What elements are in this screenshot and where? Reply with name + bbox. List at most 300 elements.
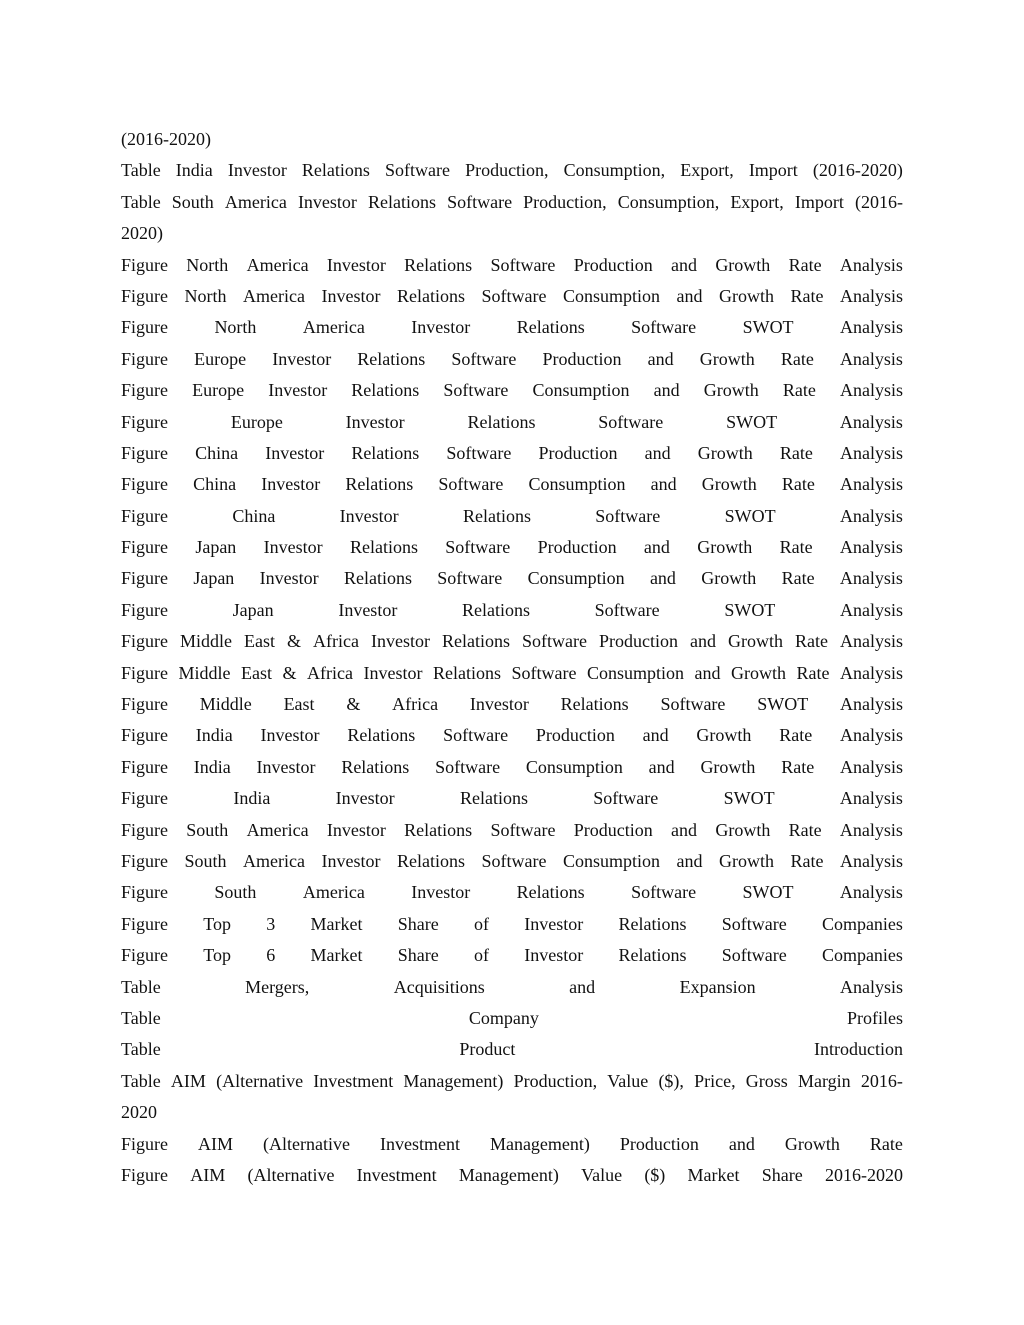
document-word: Analysis	[840, 976, 903, 997]
document-word: and	[650, 474, 677, 495]
document-word: Expansion	[679, 976, 756, 997]
document-word: ($),	[658, 1070, 684, 1091]
document-word: China	[232, 505, 276, 526]
document-word: Middle	[199, 694, 252, 715]
document-line	[121, 1160, 903, 1191]
document-word: Analysis	[839, 850, 903, 871]
document-word: and	[671, 819, 698, 840]
document-word: Investor	[339, 505, 399, 526]
document-word: Growth	[697, 537, 753, 558]
document-word: Market	[310, 913, 363, 934]
document-word: SWOT	[742, 317, 794, 338]
document-line	[121, 187, 903, 218]
document-word: Mergers,	[245, 976, 310, 997]
document-word: Analysis	[839, 474, 903, 495]
document-word: Software	[593, 788, 659, 809]
document-word: Production	[598, 631, 678, 652]
document-word: Growth	[696, 725, 752, 746]
document-word: (2016-2020)	[812, 160, 903, 181]
document-word: Investor	[259, 568, 319, 589]
document-word: of	[473, 913, 489, 934]
document-word: Production,	[513, 1070, 598, 1091]
document-word: Consumption	[562, 285, 660, 306]
document-word: Software	[437, 568, 503, 589]
document-word: Investment	[379, 1133, 460, 1154]
document-word: Investor	[326, 254, 386, 275]
document-word: Software	[511, 662, 577, 683]
document-word: Market	[310, 945, 363, 966]
document-word: and	[643, 537, 670, 558]
document-line: 2020	[121, 1102, 157, 1123]
document-word: Consumption	[586, 662, 684, 683]
document-word: Growth	[701, 474, 757, 495]
document-line	[121, 815, 903, 846]
document-word: Investor	[524, 945, 584, 966]
document-word: SWOT	[723, 788, 775, 809]
document-word: Software	[481, 850, 547, 871]
document-word: America	[246, 254, 309, 275]
document-line	[121, 595, 903, 626]
document-word: India	[193, 756, 231, 777]
document-word: Figure	[121, 568, 168, 589]
document-word: Figure	[121, 599, 168, 620]
document-word: Software	[446, 442, 512, 463]
document-word: Relations	[396, 285, 465, 306]
document-word: Relations	[467, 411, 536, 432]
document-word: Rate	[788, 254, 822, 275]
document-word: and	[689, 631, 716, 652]
document-word: Growth	[718, 850, 774, 871]
document-word: Rate	[779, 537, 813, 558]
document-word: Software	[445, 537, 511, 558]
document-word: India	[195, 725, 233, 746]
document-line	[121, 752, 903, 783]
document-word: Software	[598, 411, 664, 432]
document-word: Production	[535, 725, 615, 746]
document-word: Growth	[718, 285, 774, 306]
document-word: Production,	[523, 191, 607, 212]
document-word: Table	[121, 1007, 161, 1028]
document-word: Analysis	[839, 505, 903, 526]
document-word: SWOT	[724, 599, 776, 620]
document-word: South	[214, 882, 257, 903]
document-word: Relations	[349, 537, 418, 558]
document-word: Growth	[701, 568, 757, 589]
document-line	[121, 972, 903, 1003]
document-word: Investor	[268, 380, 328, 401]
document-word: Analysis	[839, 568, 903, 589]
document-word: Investor	[524, 913, 584, 934]
document-word: Production	[573, 819, 653, 840]
document-word: Figure	[121, 913, 168, 934]
document-word: AIM	[198, 1133, 233, 1154]
document-word: (Alternative	[263, 1133, 350, 1154]
document-word: East	[241, 662, 272, 683]
document-word: Product	[459, 1039, 516, 1060]
document-word: Analysis	[839, 662, 903, 683]
document-word: Consumption	[562, 850, 660, 871]
document-line	[121, 658, 903, 689]
document-word: Relations	[404, 819, 473, 840]
document-word: Figure	[121, 694, 168, 715]
document-line	[121, 438, 903, 469]
document-word: Figure	[121, 254, 168, 275]
document-line	[121, 626, 903, 657]
document-word: Table	[121, 1070, 161, 1091]
document-word: and	[648, 756, 675, 777]
document-word: Analysis	[840, 756, 903, 777]
document-word: Table	[121, 1039, 161, 1060]
document-word: Japan	[232, 599, 274, 620]
document-word: Software	[443, 725, 509, 746]
document-word: and	[647, 348, 674, 369]
document-word: Analysis	[839, 254, 903, 275]
document-word: Figure	[121, 945, 168, 966]
document-word: Middle	[180, 631, 232, 652]
document-word: 3	[266, 913, 276, 934]
document-word: Software	[595, 505, 661, 526]
document-word: Investor	[227, 160, 287, 181]
document-word: Rate	[790, 285, 824, 306]
document-word: Figure	[121, 474, 168, 495]
document-word: Rate	[794, 631, 828, 652]
document-word: AIM	[170, 1070, 206, 1091]
document-word: Analysis	[840, 317, 903, 338]
document-line	[121, 909, 903, 940]
document-word: Relations	[368, 191, 436, 212]
document-word: Software	[481, 285, 547, 306]
document-word: Production	[538, 442, 618, 463]
document-word: and	[653, 380, 680, 401]
document-line	[121, 720, 903, 751]
document-word: Software	[721, 945, 787, 966]
document-word: Value	[581, 1164, 623, 1185]
document-line	[121, 1034, 903, 1065]
document-word: Software	[631, 882, 697, 903]
document-word: Figure	[121, 850, 168, 871]
document-word: Import	[748, 160, 798, 181]
document-word: Software	[443, 380, 509, 401]
document-word: Investor	[338, 599, 398, 620]
document-word: Software	[490, 819, 556, 840]
document-word: Figure	[121, 411, 168, 432]
document-word: Analysis	[839, 442, 903, 463]
document-word: of	[473, 945, 489, 966]
document-line: (2016-2020)	[121, 129, 211, 149]
document-word: Figure	[121, 1133, 168, 1154]
document-word: and	[694, 662, 721, 683]
document-word: Profiles	[847, 1007, 903, 1028]
document-word: Relations	[516, 882, 585, 903]
document-word: Growth	[727, 631, 783, 652]
document-word: Analysis	[839, 631, 903, 652]
document-word: Market	[687, 1164, 740, 1185]
document-word: Relations	[432, 662, 501, 683]
document-word: Companies	[821, 945, 903, 966]
document-word: Relations	[351, 380, 420, 401]
document-word: North	[186, 254, 229, 275]
document-word: Consumption	[525, 756, 623, 777]
document-word: Rate	[781, 474, 815, 495]
document-word: Consumption	[532, 380, 630, 401]
document-line	[121, 281, 903, 312]
document-word: America	[224, 191, 287, 212]
document-word: and	[642, 725, 669, 746]
document-word: Management)	[403, 1070, 504, 1091]
document-word: Growth	[784, 1133, 840, 1154]
document-line	[121, 689, 903, 720]
document-word: Relations	[357, 348, 426, 369]
document-word: Relations	[345, 474, 414, 495]
document-word: 2016-2020	[824, 1164, 903, 1185]
document-word: Relations	[618, 913, 687, 934]
document-word: Analysis	[839, 380, 903, 401]
document-word: Production,	[465, 160, 549, 181]
document-word: South	[186, 819, 229, 840]
document-word: SWOT	[742, 882, 794, 903]
document-word: East	[283, 694, 315, 715]
document-word: Analysis	[839, 882, 903, 903]
document-line	[121, 501, 903, 532]
document-line	[121, 877, 903, 908]
document-word: Analysis	[839, 694, 903, 715]
document-word: 6	[266, 945, 276, 966]
document-line	[121, 469, 903, 500]
document-word: Consumption,	[563, 160, 666, 181]
document-word: Management)	[458, 1164, 559, 1185]
document-word: Investment	[356, 1164, 437, 1185]
document-line	[121, 940, 903, 971]
document-word: &	[346, 694, 361, 715]
document-word: Consumption,	[617, 191, 720, 212]
document-word: Analysis	[839, 537, 903, 558]
document-word: Analysis	[839, 411, 903, 432]
document-word: Analysis	[839, 788, 903, 809]
document-word: Software	[447, 191, 513, 212]
document-word: Investor	[265, 442, 325, 463]
document-word: Growth	[730, 662, 786, 683]
document-line	[121, 312, 903, 343]
document-word: and	[728, 1133, 755, 1154]
document-word: SWOT	[757, 694, 809, 715]
document-word: Europe	[194, 348, 247, 369]
document-word: Consumption	[527, 568, 625, 589]
document-line	[121, 846, 903, 877]
document-word: America	[302, 317, 365, 338]
document-word: and	[644, 442, 671, 463]
document-word: America	[243, 850, 305, 871]
document-word: Consumption	[528, 474, 626, 495]
document-word: South	[184, 850, 227, 871]
document-word: Investor	[261, 474, 321, 495]
document-word: Figure	[121, 348, 168, 369]
document-word: Investor	[411, 882, 471, 903]
document-line	[121, 407, 903, 438]
document-word: Software	[521, 631, 587, 652]
document-word: Figure	[121, 662, 168, 683]
document-word: Top	[203, 913, 231, 934]
document-word: Figure	[121, 756, 168, 777]
document-word: Investor	[411, 317, 471, 338]
document-word: Rate	[780, 348, 814, 369]
document-word: Figure	[121, 380, 168, 401]
document-word: Relations	[404, 254, 473, 275]
document-line: 2020)	[121, 223, 163, 244]
document-word: Import	[794, 191, 844, 212]
document-word: Export,	[680, 160, 734, 181]
document-word: Production	[542, 348, 622, 369]
document-word: Japan	[193, 568, 235, 589]
document-word: Middle	[178, 662, 231, 683]
document-word: Table	[121, 976, 161, 997]
document-word: Growth	[715, 254, 771, 275]
document-word: India	[175, 160, 213, 181]
document-word: Relations	[462, 505, 531, 526]
document-line	[121, 375, 903, 406]
document-word: Software	[660, 694, 726, 715]
document-word: 2016-	[860, 1070, 903, 1091]
document-word: and	[569, 976, 596, 997]
document-word: Table	[121, 160, 161, 181]
document-word: Table	[121, 191, 161, 212]
document-word: &	[282, 662, 297, 683]
document-word: Figure	[121, 317, 168, 338]
document-word: China	[193, 474, 237, 495]
document-word: Figure	[121, 442, 168, 463]
document-word: Rate	[781, 756, 815, 777]
document-word: Software	[594, 599, 660, 620]
document-word: Top	[203, 945, 231, 966]
document-word: (Alternative	[216, 1070, 304, 1091]
document-line	[121, 1129, 903, 1160]
document-word: Figure	[121, 631, 168, 652]
document-word: Rate	[782, 380, 816, 401]
document-word: SWOT	[724, 505, 776, 526]
document-line	[121, 563, 903, 594]
document-word: Growth	[699, 348, 755, 369]
document-word: America	[243, 285, 305, 306]
document-word: Investor	[469, 694, 529, 715]
document-word: Investor	[321, 850, 381, 871]
document-word: Software	[451, 348, 517, 369]
document-word: and	[676, 850, 703, 871]
document-word: America	[246, 819, 309, 840]
document-word: Analysis	[839, 599, 903, 620]
document-word: Rate	[779, 442, 813, 463]
document-word: Investment	[313, 1070, 394, 1091]
document-word: North	[184, 285, 227, 306]
document-word: and	[649, 568, 676, 589]
document-word: Margin	[798, 1070, 851, 1091]
document-word: Acquisitions	[393, 976, 485, 997]
document-word: Rate	[788, 819, 822, 840]
document-word: Figure	[121, 882, 168, 903]
document-word: Analysis	[839, 725, 903, 746]
document-word: Production	[573, 254, 653, 275]
document-word: AIM	[190, 1164, 226, 1185]
document-word: Africa	[313, 631, 359, 652]
document-word: Investor	[260, 725, 320, 746]
document-word: Rate	[869, 1133, 903, 1154]
document-word: Figure	[121, 788, 168, 809]
document-word: South	[171, 191, 214, 212]
document-word: Value	[607, 1070, 649, 1091]
document-word: Investor	[263, 537, 323, 558]
document-word: Software	[438, 474, 504, 495]
document-word: Investor	[345, 411, 405, 432]
document-word: Software	[721, 913, 787, 934]
document-word: Rate	[779, 725, 813, 746]
document-word: (2016-	[854, 191, 903, 212]
document-word: Relations	[343, 568, 412, 589]
document-line	[121, 1003, 903, 1034]
document-word: North	[214, 317, 257, 338]
document-word: Relations	[341, 756, 410, 777]
document-word: Investor	[326, 819, 386, 840]
document-word: Price,	[694, 1070, 736, 1091]
document-word: ($)	[644, 1164, 666, 1185]
document-word: Share	[397, 913, 439, 934]
document-word: Figure	[121, 1164, 168, 1185]
document-word: Investor	[321, 285, 381, 306]
document-word: Production	[619, 1133, 699, 1154]
document-word: East	[244, 631, 275, 652]
document-word: Relations	[351, 442, 420, 463]
document-word: SWOT	[726, 411, 778, 432]
document-word: Gross	[745, 1070, 788, 1091]
document-word: Growth	[700, 756, 756, 777]
document-word: Relations	[396, 850, 465, 871]
document-word: Export,	[730, 191, 784, 212]
document-word: Rate	[790, 850, 824, 871]
document-word: Relations	[459, 788, 528, 809]
document-word: Investor	[297, 191, 357, 212]
document-line	[121, 1066, 903, 1097]
document-word: Relations	[461, 599, 530, 620]
document-word: Growth	[715, 819, 771, 840]
document-line	[121, 532, 903, 563]
document-line	[121, 155, 903, 186]
document-word: &	[287, 631, 302, 652]
document-word: Software	[435, 756, 501, 777]
document-word: Europe	[192, 380, 245, 401]
document-word: Figure	[121, 505, 168, 526]
document-word: (Alternative	[247, 1164, 335, 1185]
document-word: Relations	[516, 317, 585, 338]
document-word: Software	[385, 160, 450, 181]
document-word: Analysis	[839, 285, 903, 306]
document-word: Introduction	[814, 1039, 903, 1060]
document-word: Analysis	[839, 819, 903, 840]
document-word: Investor	[335, 788, 395, 809]
document-word: Investor	[370, 631, 430, 652]
document-word: Relations	[441, 631, 510, 652]
document-word: Africa	[307, 662, 353, 683]
document-line	[121, 250, 903, 281]
document-word: Companies	[821, 913, 903, 934]
document-word: Africa	[392, 694, 439, 715]
document-word: Growth	[703, 380, 759, 401]
document-word: Investor	[363, 662, 423, 683]
document-word: Europe	[230, 411, 283, 432]
document-word: and	[676, 285, 703, 306]
document-word: Figure	[121, 285, 168, 306]
document-word: Management)	[489, 1133, 590, 1154]
document-word: Rate	[781, 568, 815, 589]
document-word: Relations	[618, 945, 687, 966]
document-word: America	[302, 882, 365, 903]
document-word: Software	[631, 317, 697, 338]
